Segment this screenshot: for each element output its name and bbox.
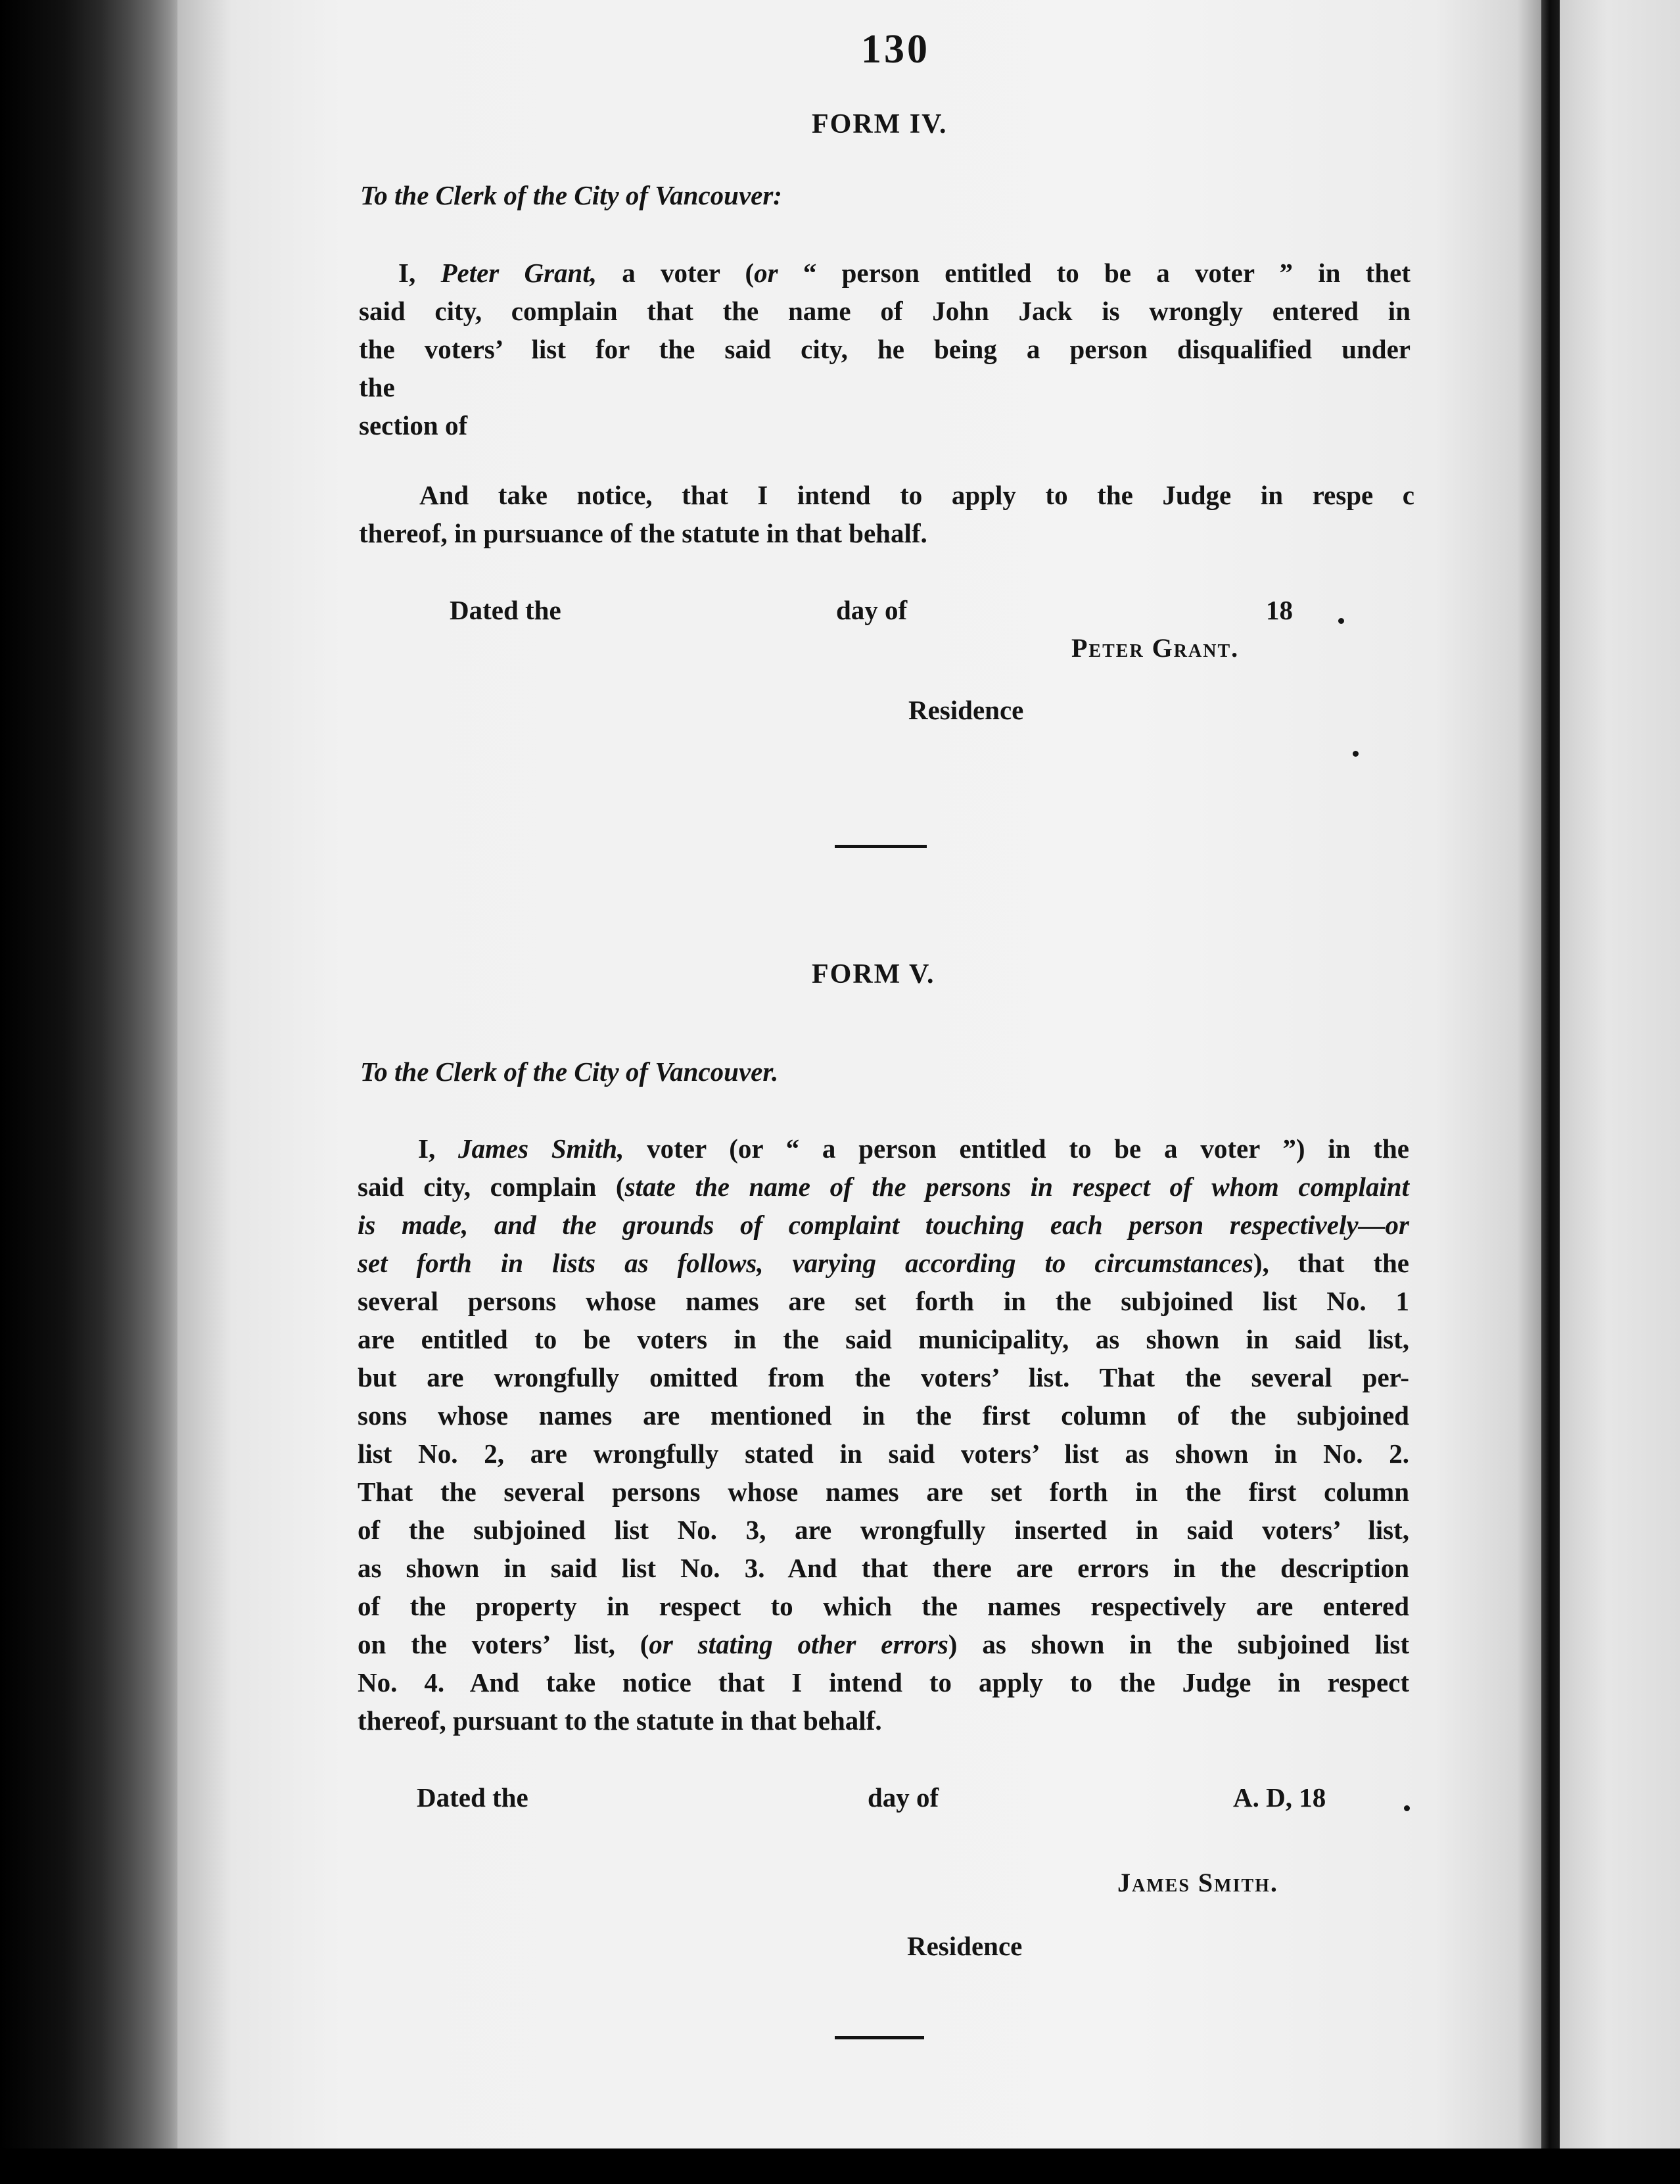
section-divider bbox=[835, 845, 927, 848]
text-run: section of bbox=[359, 410, 468, 440]
form-iv-residence-period bbox=[1353, 751, 1359, 757]
text-run: I, bbox=[398, 258, 441, 288]
form-iv-notice-line bbox=[359, 514, 1414, 552]
form-v-line bbox=[358, 1320, 1409, 1358]
text-run: a voter ( bbox=[596, 258, 755, 288]
text-run: sons whose names are mentioned in the first column of the subjoined bbox=[358, 1400, 1409, 1431]
text-run: the voters’ list for the said city, he being a person disqualified under bbox=[359, 334, 1411, 364]
form-v-line bbox=[358, 1282, 1409, 1320]
form-iv-dated-label: Dated the bbox=[450, 595, 561, 625]
form-iv-year: 18 bbox=[1266, 595, 1293, 625]
italic-text: set forth in lists as follows, varying according to circumstances bbox=[358, 1248, 1253, 1278]
form-iv-date-period bbox=[1338, 618, 1344, 624]
italic-text: or bbox=[754, 258, 778, 288]
form-v-title: FORM V. bbox=[812, 959, 935, 989]
section-divider bbox=[835, 2036, 924, 2039]
text-run: ) as shown in the subjoined list bbox=[948, 1629, 1409, 1659]
form-v-line bbox=[358, 1396, 1409, 1435]
page-number: 130 bbox=[861, 27, 930, 72]
form-iv-line bbox=[359, 292, 1411, 330]
form-v-line bbox=[358, 1206, 1409, 1244]
form-v-line bbox=[358, 1168, 1409, 1206]
italic-text: James Smith, bbox=[458, 1133, 624, 1164]
form-v-day-of: day of bbox=[868, 1782, 939, 1813]
text-run: but are wrongfully omitted from the voters’ list. That the several per- bbox=[358, 1362, 1409, 1392]
form-v-line bbox=[358, 1701, 1409, 1740]
form-v-line bbox=[358, 1358, 1409, 1396]
text-run: are entitled to be voters in the said municipality, as shown in said list, bbox=[358, 1324, 1409, 1354]
form-iv-title: FORM IV. bbox=[812, 109, 948, 139]
text-run: ), that the bbox=[1253, 1248, 1409, 1278]
italic-text: or stating other errors bbox=[649, 1629, 948, 1659]
scan-border bbox=[0, 2148, 1680, 2184]
form-iv-line bbox=[359, 330, 1411, 368]
form-v-dated-label: Dated the bbox=[417, 1782, 528, 1813]
text-run: That the several persons whose names are set forth in the first column bbox=[358, 1477, 1409, 1507]
form-v-line bbox=[358, 1244, 1409, 1282]
page-gutter bbox=[1541, 0, 1560, 2184]
text-run: several persons whose names are set forth in the subjoined list No. 1 bbox=[358, 1286, 1409, 1316]
text-run: list No. 2, are wrongfully stated in said voters’ list as shown in No. 2. bbox=[358, 1438, 1409, 1469]
text-run: I, bbox=[418, 1133, 458, 1164]
form-v-body bbox=[358, 1129, 1409, 1740]
form-v-residence: Residence bbox=[907, 1931, 1023, 1961]
italic-text: is made, and the grounds of complaint touching each person respectively—or bbox=[358, 1210, 1409, 1240]
text-run: said city, complain ( bbox=[358, 1172, 625, 1202]
form-v-line bbox=[358, 1473, 1409, 1511]
text-run: on the voters’ list, ( bbox=[358, 1629, 649, 1659]
form-v-signature: James Smith. bbox=[1117, 1868, 1278, 1897]
form-v-line bbox=[358, 1435, 1409, 1473]
form-v-line bbox=[358, 1663, 1409, 1701]
form-iv-address: To the Clerk of the City of Vancouver: bbox=[360, 180, 782, 210]
text-run: thereof, in pursuance of the statute in that behalf. bbox=[359, 518, 927, 548]
form-iv-notice bbox=[359, 476, 1414, 552]
form-v-line bbox=[358, 1625, 1409, 1663]
form-v-line bbox=[358, 1511, 1409, 1549]
form-iv-line bbox=[359, 368, 1411, 406]
form-v-line bbox=[358, 1587, 1409, 1625]
italic-text: state the name of the persons in respect of whom complaint bbox=[624, 1172, 1409, 1202]
text-run: the bbox=[359, 372, 395, 402]
form-v-address: To the Clerk of the City of Vancouver. bbox=[360, 1056, 779, 1087]
text-run: thereof, pursuant to the statute in that behalf. bbox=[358, 1705, 882, 1736]
form-v-year: A. D, 18 bbox=[1233, 1782, 1326, 1813]
text-run: said city, complain that the name of John Jack is wrongly entered in bbox=[359, 296, 1411, 326]
text-run: “ person entitled to be a voter ” in thet bbox=[778, 258, 1411, 288]
text-run: And take notice, that I intend to apply to the Judge in respe c bbox=[419, 480, 1414, 510]
form-v-date-period bbox=[1404, 1805, 1410, 1811]
text-run: as shown in said list No. 3. And that there are errors in the description bbox=[358, 1553, 1409, 1583]
form-iv-body bbox=[359, 254, 1411, 444]
text-run: voter (or “ a person entitled to be a voter ”) in the bbox=[624, 1133, 1409, 1164]
form-v-line bbox=[358, 1129, 1409, 1168]
adjacent-page-edge bbox=[1560, 0, 1680, 2184]
form-iv-notice-line bbox=[359, 476, 1414, 514]
form-v-line bbox=[358, 1549, 1409, 1587]
text-run: of the property in respect to which the names respectively are entered bbox=[358, 1591, 1409, 1621]
form-iv-signature: Peter Grant. bbox=[1071, 633, 1240, 663]
text-run: No. 4. And take notice that I intend to apply to the Judge in respect bbox=[358, 1667, 1409, 1697]
form-iv-day-of: day of bbox=[836, 595, 908, 625]
form-iv-line bbox=[359, 406, 1411, 444]
italic-text: Peter Grant, bbox=[440, 258, 597, 288]
book-spine-edge bbox=[0, 0, 184, 2184]
form-iv-line bbox=[359, 254, 1411, 292]
form-iv-residence: Residence bbox=[908, 695, 1024, 725]
text-run: of the subjoined list No. 3, are wrongfully inserted in said voters’ list, bbox=[358, 1515, 1409, 1545]
